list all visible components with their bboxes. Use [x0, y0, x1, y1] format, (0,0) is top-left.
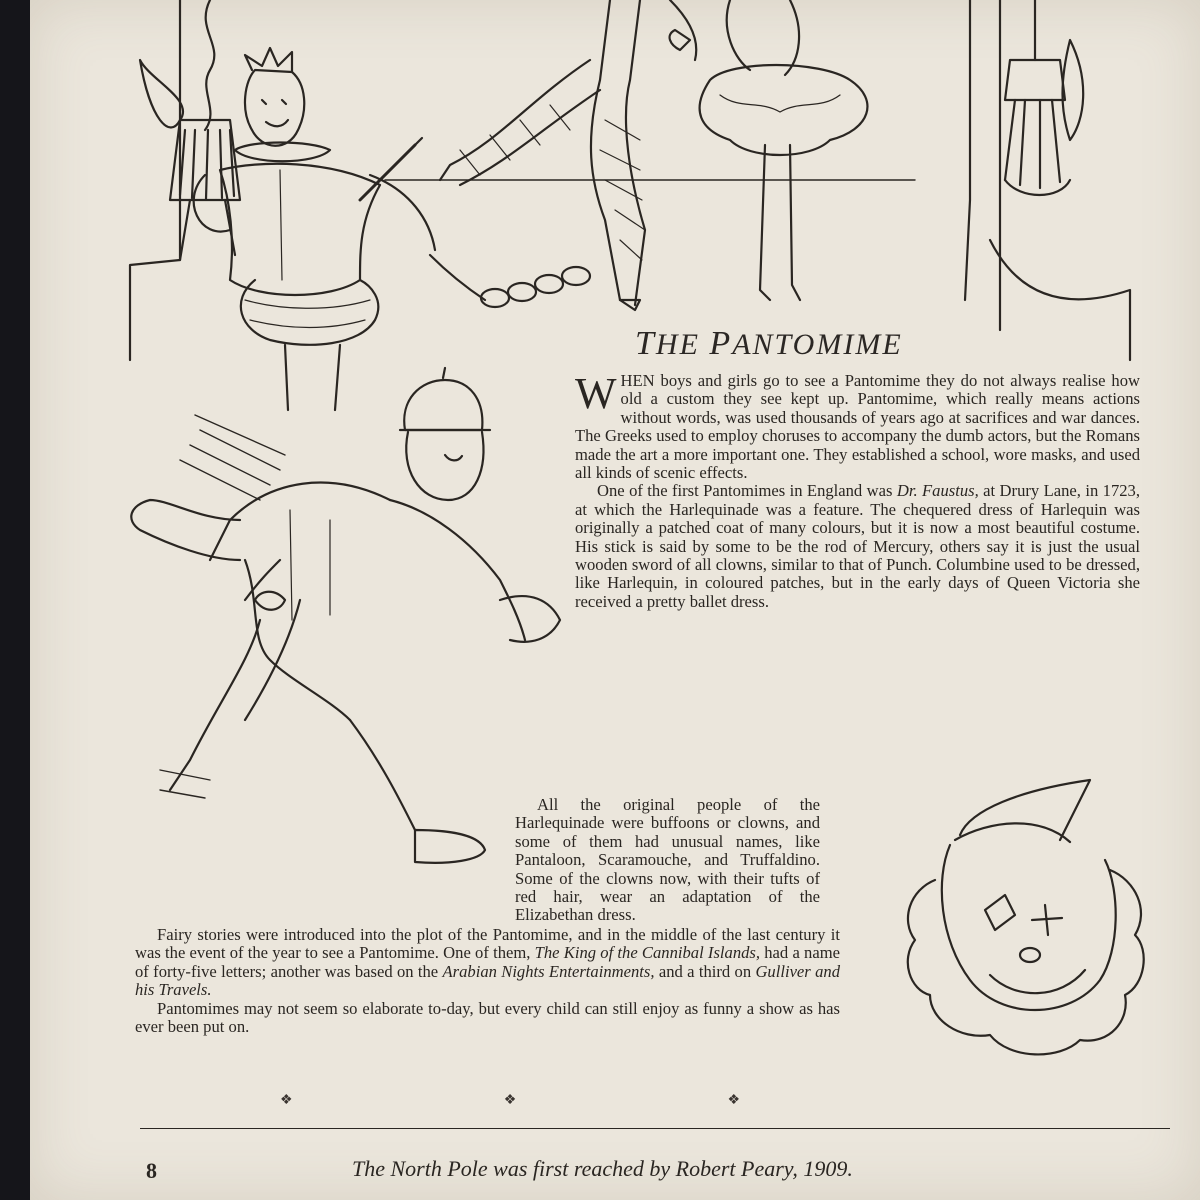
picture-frame-edge [0, 0, 30, 1200]
ornament-icon: ❖ [503, 1093, 517, 1108]
left-tassel-drawing [140, 0, 240, 260]
paragraph-5: Pantomimes may not seem so elaborate to-day, but every child can still enjoy as funny a show as has ever been put on. [135, 998, 840, 1037]
paragraph-4-italic-2: Arabian Nights Entertainments, [442, 961, 655, 981]
ornament-icon: ❖ [727, 1093, 740, 1108]
harlequin-figure-drawing [440, 0, 696, 310]
paragraph-1 [575, 369, 1140, 483]
paragraph-2 [575, 482, 1140, 611]
article-body-middle [515, 796, 820, 925]
clown-figure-drawing [194, 48, 590, 410]
title-initial-the: T [635, 325, 656, 362]
book-page [30, 0, 1200, 1200]
paragraph-4 [135, 926, 840, 1000]
ornament-icon: ❖ [280, 1093, 293, 1108]
article-body-upper [575, 369, 1140, 611]
ornament-row [280, 1092, 740, 1109]
paragraph-4-text-c: and a third on [654, 961, 756, 981]
columbine-figure-drawing [670, 0, 868, 300]
drop-cap: W [575, 369, 617, 418]
stage-frame-drawing [130, 0, 1000, 360]
title-word-pantomime: ANTOMIME [732, 328, 903, 361]
footer-fact: The North Pole was first reached by Robert Peary, 1909. [352, 1156, 853, 1181]
paragraph-4-italic-1: The King of the Cannibal Islands, [534, 943, 761, 963]
title-word-the: HE [655, 328, 710, 361]
paragraph-4-text-a: Fairy stories were introduced into the plot of the Pantomime, and in the middle of the last century it was the event of the year to see a Pantomime. One of them, [135, 925, 840, 963]
footer-rule [140, 1128, 1170, 1129]
paragraph-2-text-a: One of the first Pantomimes in England was [597, 481, 897, 501]
title-initial-pantomime: P [709, 325, 733, 362]
clown-head-drawing [908, 780, 1144, 1054]
page-footer [140, 1150, 1170, 1190]
paragraph-4-text-b: had a name of forty-five letters; another was based on the [135, 943, 840, 981]
right-tassel-drawing [990, 0, 1130, 360]
article-title [635, 325, 955, 363]
paragraph-2-italic: Dr. Faustus, [896, 481, 979, 501]
paragraph-3: All the original people of the Harlequinade were buffoons or clowns, and some of them had unusual names, like Pantaloon, Scaramouche, and Truffaldino. Some of the clowns now, with their tufts of red hair, wear an adaptation of the Elizabethan dress. [515, 795, 820, 925]
paragraph-2-text-b: at Drury Lane, in 1723, at which the Harlequinade was a feature. The chequered dress of Harlequin was originally a patched coat of many colours, but it is now a most beautiful costume. His stick is said by some to be the rod of Mercury, others say it is just the usual wooden sword of all clowns, similar to that of Punch. Columbine used to be dressed, like Harlequin, in coloured patches, but in the early days of Queen Victoria she received a pretty ballet dress. [575, 481, 1140, 611]
policeman-figure-drawing [131, 368, 560, 863]
article-body-lower [135, 926, 840, 1036]
paragraph-4-italic-3: Gulliver and his Travels. [135, 961, 840, 1000]
paragraph-1-text: HEN boys and girls go to see a Pantomime they do not always realise how old a custom they see kept up. Pantomime, which really means actions without words, was used thousands of years ago at sacrifices and war dances. The Greeks used to employ choruses to accompany the dumb actors, but the Romans made the art a more important one. They established a school, wore masks, and used all kinds of scenic effects. [575, 371, 1140, 483]
motion-lines-drawing [160, 415, 285, 798]
page-number: 8 [146, 1158, 157, 1183]
